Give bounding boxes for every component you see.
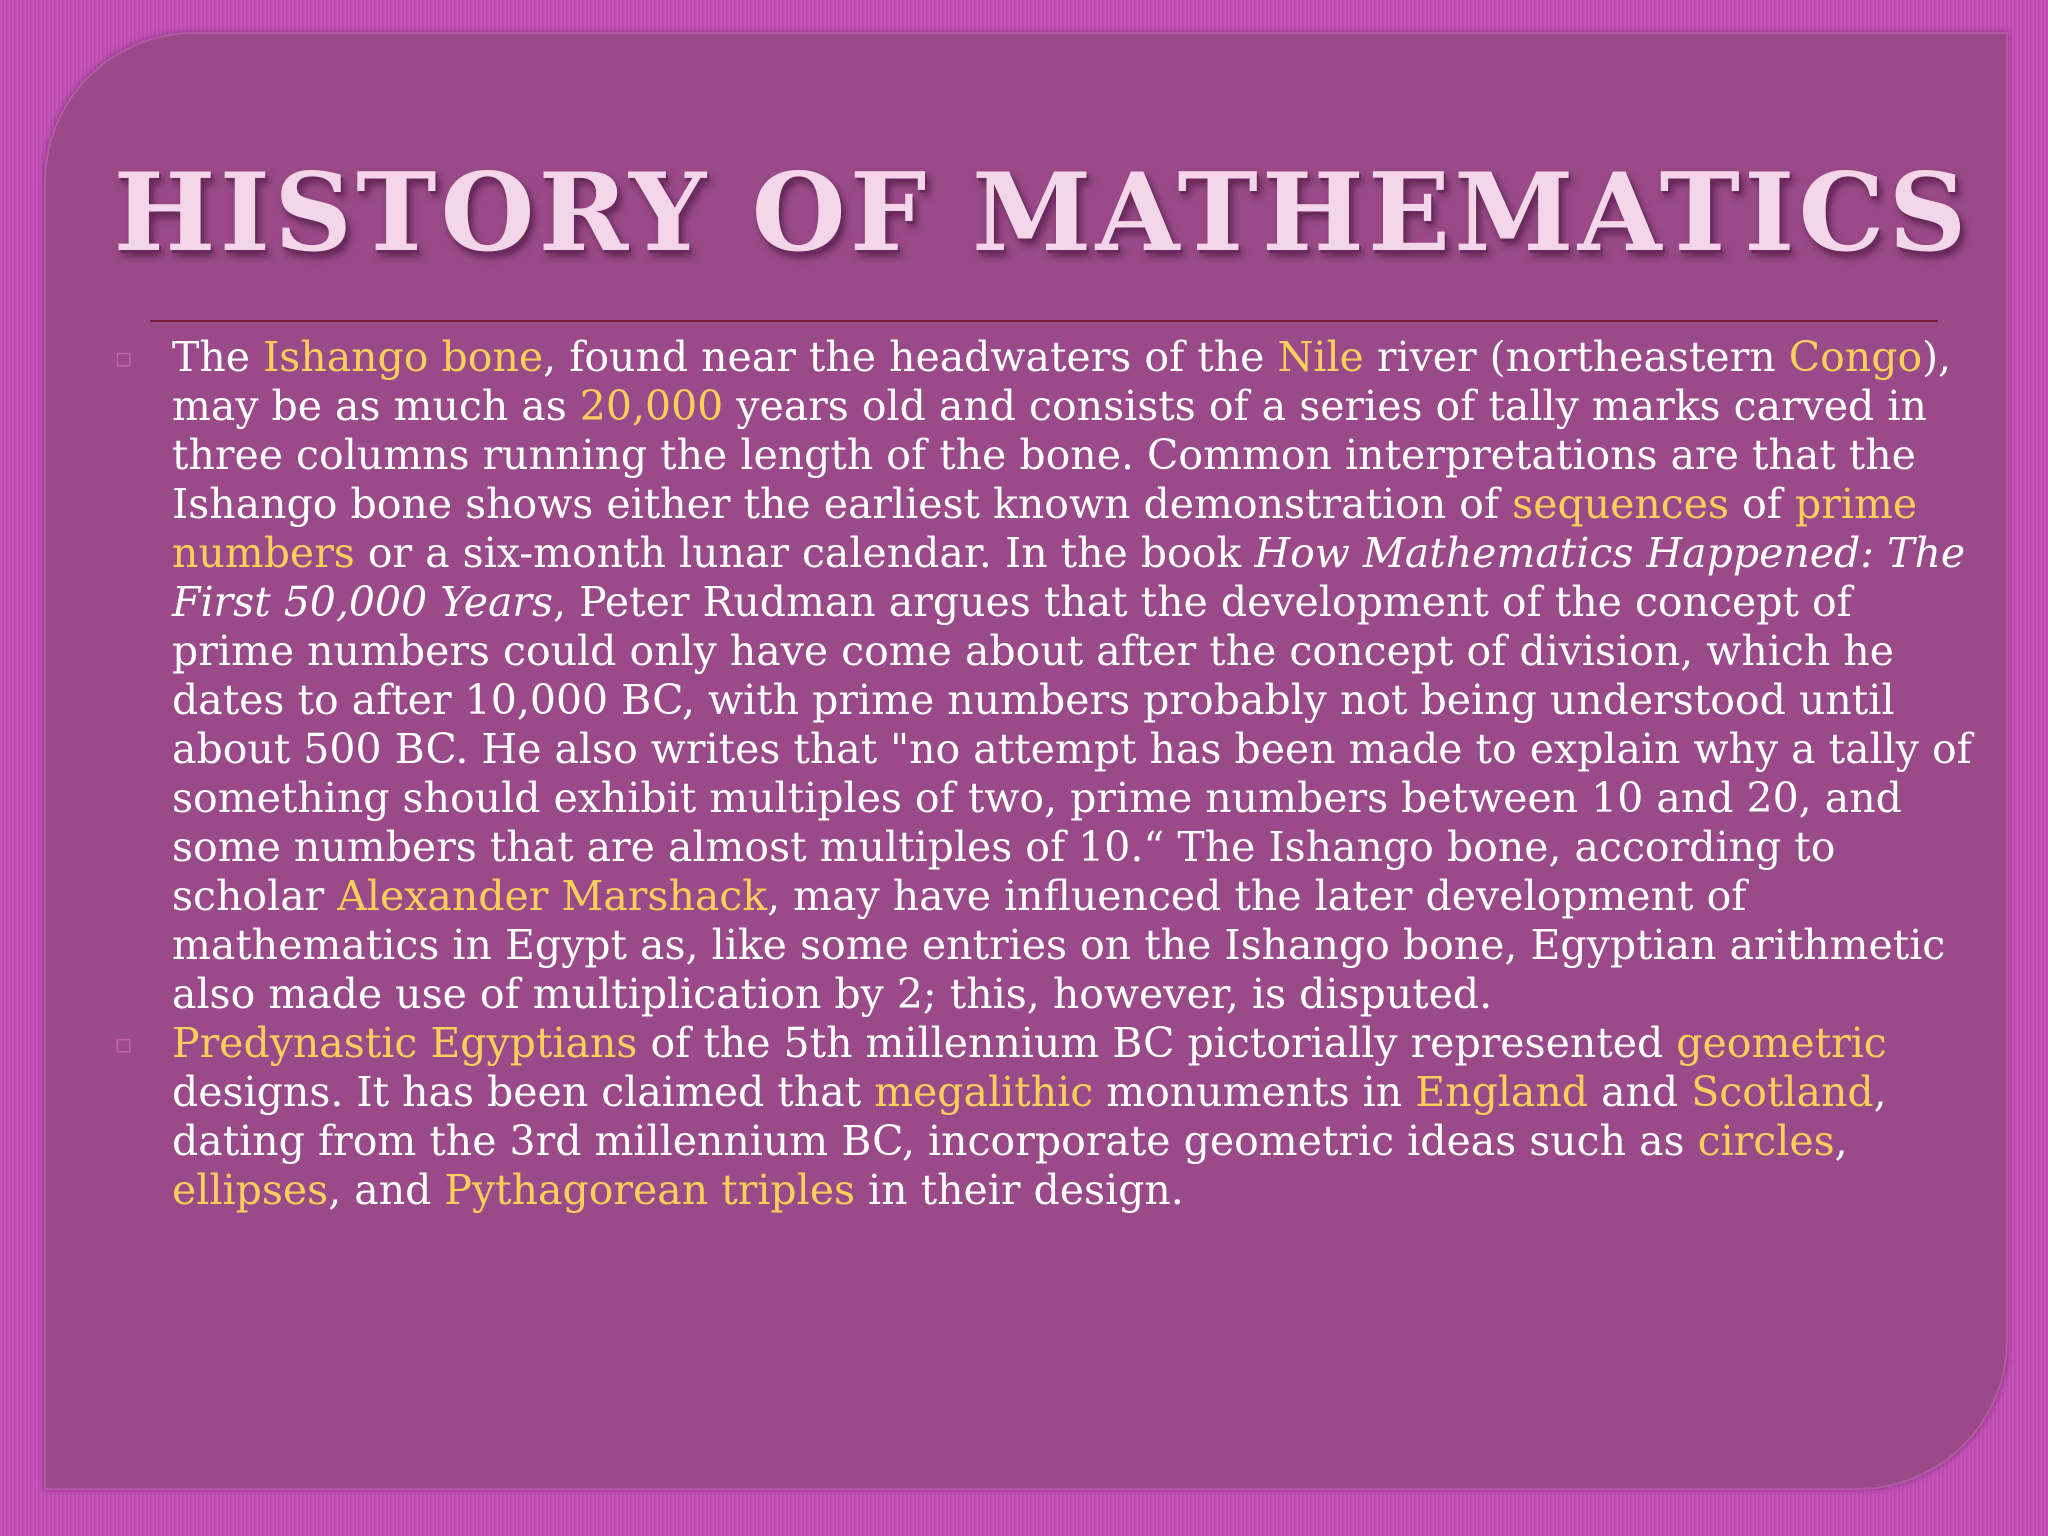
link-scotland[interactable]: Scotland xyxy=(1691,1068,1874,1116)
text-run: and xyxy=(1588,1068,1692,1116)
link-congo[interactable]: Congo xyxy=(1788,333,1923,381)
text-run: , dating from the 3rd millennium BC, incorporate geometric ideas such as xyxy=(172,1068,1887,1165)
link-england[interactable]: England xyxy=(1415,1068,1589,1116)
text-run: , Peter Rudman argues that the development of the concept of prime numbers could only have come about after the concept of division, which he dates to after 10,000 BC, with prime numbers probably not being understood until about 500 BC. He also writes that "no attempt has been made to explain why a tally of something should exhibit multiples of two, prime numbers between 10 and 20, and some numbers that are almost multiples of 10.“ The Ishango bone, according to scholar xyxy=(172,578,1972,920)
link-20000[interactable]: 20,000 xyxy=(579,382,724,430)
link-predynastic-egyptians[interactable]: Predynastic Egyptians xyxy=(172,1019,638,1067)
book-title: How Mathematics Happened: The First 50,000 Years xyxy=(172,529,1966,626)
title-divider xyxy=(150,320,1938,322)
link-circles[interactable]: circles xyxy=(1697,1117,1835,1165)
text-run: designs. It has been claimed that xyxy=(172,1068,875,1116)
text-run: of xyxy=(1729,480,1796,528)
text-run: of the 5th millennium BC pictorially represented xyxy=(637,1019,1677,1067)
text-run: years old and consists of a series of tally marks carved in three columns running the length of the bone. Common interpretations are that the Ishango bone shows either the earliest known demonstration of xyxy=(172,382,1927,528)
text-run: , and xyxy=(328,1166,445,1214)
bullet-paragraph-egyptians xyxy=(114,1019,1972,1215)
text-run: , xyxy=(1834,1117,1848,1165)
text-run: The xyxy=(172,333,264,381)
text-run: or a six-month lunar calendar. In the book xyxy=(354,529,1255,577)
link-nile[interactable]: Nile xyxy=(1277,333,1364,381)
link-megalithic[interactable]: megalithic xyxy=(874,1068,1094,1116)
text-run: in their design. xyxy=(855,1166,1184,1214)
link-ellipses[interactable]: ellipses xyxy=(172,1166,329,1214)
text-run: , found near the headwaters of the xyxy=(543,333,1278,381)
text-run: ), may be as much as xyxy=(172,333,1952,430)
link-sequences[interactable]: sequences xyxy=(1512,480,1730,528)
slide-body xyxy=(114,333,1972,1215)
link-alexander-marshack[interactable]: Alexander Marshack xyxy=(337,872,768,920)
slide-title: HISTORY OF MATHEMATICS xyxy=(113,150,1971,276)
square-bullet-icon: ▫ xyxy=(114,341,133,374)
bullet-paragraph-ishango xyxy=(114,333,1972,1019)
text-run: , may have influenced the later development of mathematics in Egypt as, like some entries on the Ishango bone, Egyptian arithmetic also made use of multiplication by 2; this, however, is disputed. xyxy=(172,872,1946,1018)
text-run: river (northeastern xyxy=(1363,333,1789,381)
link-prime-numbers[interactable]: prime numbers xyxy=(172,480,1918,577)
link-pythagorean-triples[interactable]: Pythagorean triples xyxy=(444,1166,856,1214)
link-ishango-bone[interactable]: Ishango bone xyxy=(263,333,544,381)
square-bullet-icon: ▫ xyxy=(114,1027,133,1060)
link-geometric[interactable]: geometric xyxy=(1676,1019,1887,1067)
text-run: monuments in xyxy=(1093,1068,1416,1116)
